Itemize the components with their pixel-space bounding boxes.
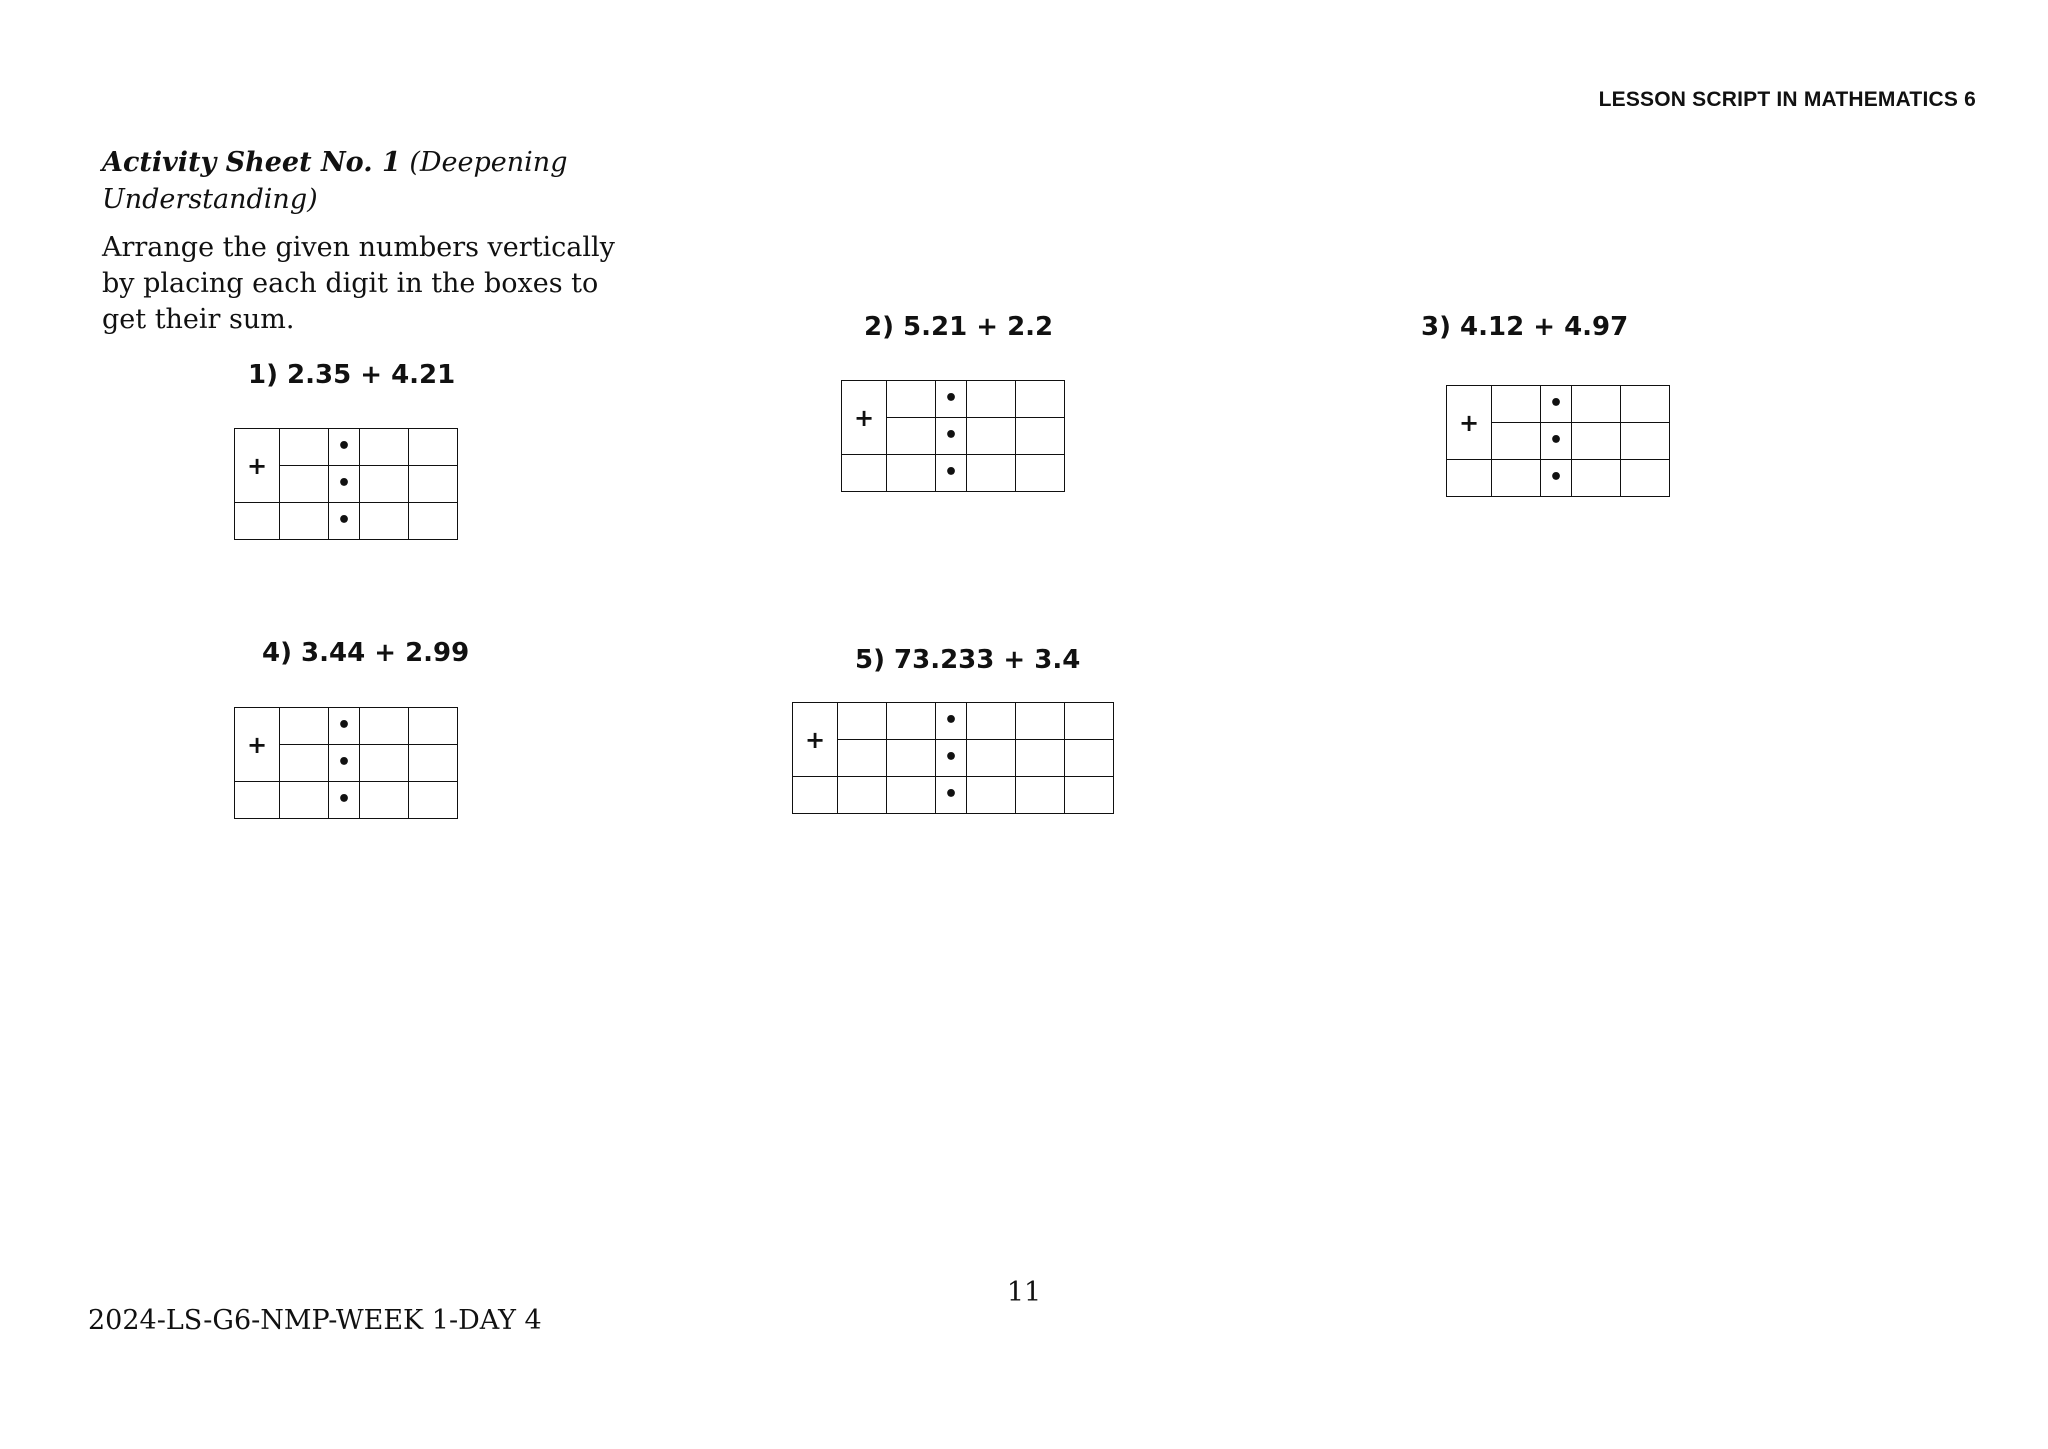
grid-row-sum xyxy=(842,455,1065,492)
grid-row-addend-1 xyxy=(235,429,458,466)
activity-title-bold: Activity Sheet No. 1 xyxy=(102,147,401,178)
answer-box[interactable] xyxy=(1065,777,1114,814)
problem-1-label: 1) 2.35 + 4.21 xyxy=(248,360,456,390)
answer-box[interactable] xyxy=(1016,418,1065,455)
answer-box[interactable] xyxy=(887,418,936,455)
answer-box[interactable] xyxy=(360,708,409,745)
decimal-point: • xyxy=(936,703,967,740)
answer-box[interactable] xyxy=(887,381,936,418)
answer-box[interactable] xyxy=(235,503,280,540)
decimal-point: • xyxy=(936,418,967,455)
answer-box[interactable] xyxy=(1492,423,1541,460)
answer-box[interactable] xyxy=(967,703,1016,740)
answer-box[interactable] xyxy=(1492,386,1541,423)
answer-box[interactable] xyxy=(1016,381,1065,418)
answer-box[interactable] xyxy=(360,503,409,540)
answer-box[interactable] xyxy=(1492,460,1541,497)
answer-box[interactable] xyxy=(409,782,458,819)
answer-box[interactable] xyxy=(1572,386,1621,423)
operator-cell: + xyxy=(1447,386,1492,460)
operator-cell: + xyxy=(793,703,838,777)
grid-row-sum xyxy=(235,782,458,819)
answer-box[interactable] xyxy=(360,466,409,503)
answer-box[interactable] xyxy=(967,455,1016,492)
decimal-point: • xyxy=(936,740,967,777)
answer-box[interactable] xyxy=(887,740,936,777)
footer-code: 2024-LS-G6-NMP-WEEK 1-DAY 4 xyxy=(88,1305,542,1336)
answer-box[interactable] xyxy=(280,466,329,503)
answer-box[interactable] xyxy=(842,455,887,492)
decimal-point: • xyxy=(1541,460,1572,497)
decimal-point: • xyxy=(936,777,967,814)
answer-box[interactable] xyxy=(1016,703,1065,740)
problem-5-answer-grid xyxy=(792,702,1114,814)
decimal-point: • xyxy=(936,381,967,418)
grid-row-sum xyxy=(793,777,1114,814)
answer-box[interactable] xyxy=(235,782,280,819)
answer-box[interactable] xyxy=(1016,455,1065,492)
answer-box[interactable] xyxy=(1621,460,1670,497)
decimal-point: • xyxy=(329,466,360,503)
grid-row-addend-1 xyxy=(1447,386,1670,423)
operator-cell: + xyxy=(235,708,280,782)
decimal-point: • xyxy=(329,708,360,745)
decimal-point: • xyxy=(329,745,360,782)
activity-title-italic: (Deepening Understanding) xyxy=(102,147,568,215)
document-header: LESSON SCRIPT IN MATHEMATICS 6 xyxy=(1598,88,1976,111)
answer-box[interactable] xyxy=(360,429,409,466)
answer-box[interactable] xyxy=(1065,703,1114,740)
answer-box[interactable] xyxy=(280,782,329,819)
grid-row-addend-2 xyxy=(793,740,1114,777)
answer-box[interactable] xyxy=(409,503,458,540)
grid-row-sum xyxy=(1447,460,1670,497)
answer-box[interactable] xyxy=(967,381,1016,418)
problem-4-label: 4) 3.44 + 2.99 xyxy=(262,638,470,668)
activity-title xyxy=(102,144,642,218)
answer-box[interactable] xyxy=(1572,423,1621,460)
instructions: Arrange the given numbers vertically by placing each digit in the boxes to get their sum. xyxy=(102,232,615,335)
answer-box[interactable] xyxy=(967,740,1016,777)
answer-box[interactable] xyxy=(280,429,329,466)
answer-box[interactable] xyxy=(360,782,409,819)
grid-row-sum xyxy=(235,503,458,540)
answer-box[interactable] xyxy=(409,429,458,466)
grid-row-addend-1 xyxy=(235,708,458,745)
decimal-point: • xyxy=(1541,386,1572,423)
answer-box[interactable] xyxy=(1621,386,1670,423)
problem-3-label: 3) 4.12 + 4.97 xyxy=(1421,312,1629,342)
answer-box[interactable] xyxy=(1572,460,1621,497)
answer-box[interactable] xyxy=(838,740,887,777)
decimal-point: • xyxy=(329,503,360,540)
decimal-point: • xyxy=(329,429,360,466)
answer-box[interactable] xyxy=(1447,460,1492,497)
answer-box[interactable] xyxy=(887,455,936,492)
answer-box[interactable] xyxy=(280,503,329,540)
operator-cell: + xyxy=(842,381,887,455)
answer-box[interactable] xyxy=(887,777,936,814)
answer-box[interactable] xyxy=(967,418,1016,455)
problem-2-label: 2) 5.21 + 2.2 xyxy=(864,312,1054,342)
answer-box[interactable] xyxy=(838,777,887,814)
answer-box[interactable] xyxy=(838,703,887,740)
answer-box[interactable] xyxy=(280,745,329,782)
problem-2-answer-grid xyxy=(841,380,1065,492)
decimal-point: • xyxy=(1541,423,1572,460)
answer-box[interactable] xyxy=(967,777,1016,814)
problem-3-answer-grid xyxy=(1446,385,1670,497)
answer-box[interactable] xyxy=(409,466,458,503)
operator-cell: + xyxy=(235,429,280,503)
problem-1-answer-grid xyxy=(234,428,458,540)
answer-box[interactable] xyxy=(360,745,409,782)
answer-box[interactable] xyxy=(409,745,458,782)
answer-box[interactable] xyxy=(1065,740,1114,777)
problem-5-label: 5) 73.233 + 3.4 xyxy=(855,645,1081,675)
answer-box[interactable] xyxy=(409,708,458,745)
page-number: 11 xyxy=(1006,1277,1042,1308)
answer-box[interactable] xyxy=(1016,740,1065,777)
answer-box[interactable] xyxy=(793,777,838,814)
grid-row-addend-1 xyxy=(842,381,1065,418)
answer-box[interactable] xyxy=(1016,777,1065,814)
decimal-point: • xyxy=(936,455,967,492)
problem-4-answer-grid xyxy=(234,707,458,819)
decimal-point: • xyxy=(329,782,360,819)
answer-box[interactable] xyxy=(887,703,936,740)
grid-row-addend-1 xyxy=(793,703,1114,740)
answer-box[interactable] xyxy=(280,708,329,745)
answer-box[interactable] xyxy=(1621,423,1670,460)
